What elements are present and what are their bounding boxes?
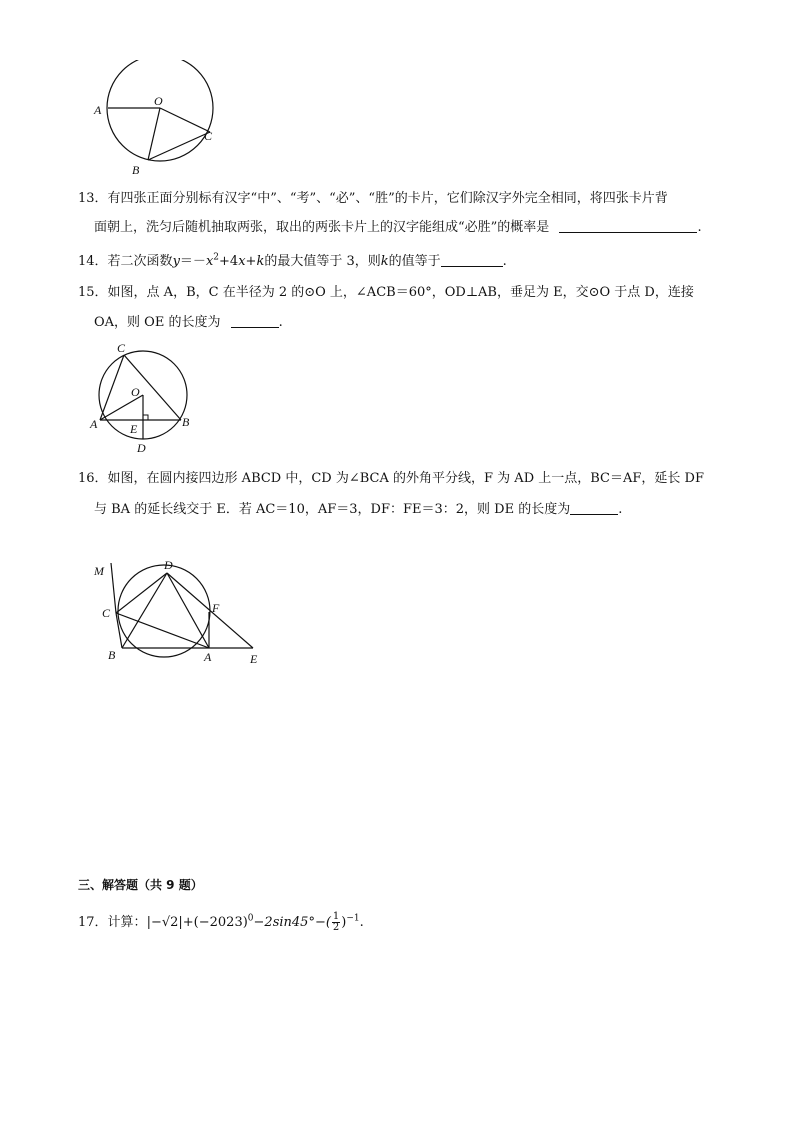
term: +(−2023): [182, 915, 248, 930]
var-x: x: [205, 254, 214, 269]
label-e: E: [250, 652, 258, 666]
label-b: B: [182, 415, 190, 429]
question-text: 的最大值等于 3，则: [264, 254, 381, 269]
figure-q16: [88, 555, 273, 670]
label-a: A: [204, 650, 212, 664]
label-c: C: [117, 341, 126, 355]
abs-term: |−√2|: [146, 915, 183, 930]
segment-da: [167, 573, 209, 648]
question-number: 17．: [78, 915, 108, 930]
exponent: 0: [247, 913, 254, 924]
question-13-line1: [78, 191, 668, 207]
question-number: 13．: [78, 191, 108, 206]
term: +4: [219, 254, 239, 269]
label-a: A: [90, 417, 98, 431]
fraction-numerator: 1: [332, 911, 340, 922]
paren: ): [341, 915, 347, 930]
term: −2sin45°−(: [253, 915, 331, 930]
fraction-denominator: 2: [332, 922, 340, 933]
label-e: E: [130, 422, 138, 436]
question-text: 有四张正面分别标有汉字“中”、“考”、“必”、“胜”的卡片，它们除汉字外完全相同，将四张卡片背: [107, 191, 668, 206]
question-15-line2: [94, 315, 283, 331]
chord-ca: [100, 355, 124, 420]
fraction-one-half: [332, 912, 340, 933]
question-text: 的值等于: [388, 254, 441, 269]
question-13-line2: [94, 220, 702, 236]
segment-bd: [122, 573, 167, 648]
period: .: [502, 254, 507, 269]
label-d: D: [164, 558, 173, 572]
question-number: 14．: [78, 254, 108, 269]
question-text: 若二次函数: [107, 254, 173, 269]
segment-ob: [148, 108, 160, 160]
label-a: A: [94, 103, 102, 117]
segment-bc: [148, 132, 210, 160]
label-b: B: [108, 648, 116, 662]
exponent: 2: [213, 252, 220, 263]
question-15-line1: [78, 285, 694, 301]
label-m: M: [94, 564, 104, 578]
label-o: O: [131, 385, 140, 399]
figure-q13: [90, 60, 230, 180]
question-text: 如图，在圆内接四边形 ABCD 中，CD 为∠BCA 的外角平分线，F 为 AD 上一点，BC＝AF，延长 DF: [107, 471, 704, 486]
var-x: x: [238, 254, 246, 269]
eq-sign: ＝－: [179, 254, 206, 269]
period: .: [278, 315, 283, 330]
question-17: [78, 912, 364, 934]
answer-blank[interactable]: [570, 502, 618, 515]
question-number: 16．: [78, 471, 108, 486]
answer-blank[interactable]: [441, 254, 503, 267]
answer-blank[interactable]: [231, 315, 279, 328]
segment-cd: [116, 573, 167, 613]
answer-blank[interactable]: [559, 220, 697, 233]
question-text: 计算：: [107, 915, 147, 930]
question-text: 面朝上，洗匀后随机抽取两张，取出的两张卡片上的汉字能组成“必胜”的概率是: [94, 220, 550, 235]
figure-q15: [88, 340, 198, 460]
var-k: k: [256, 254, 265, 269]
label-c: C: [204, 129, 213, 143]
label-o: O: [154, 94, 163, 108]
segment-oc: [160, 108, 210, 132]
label-f: F: [212, 601, 220, 615]
question-14: [78, 254, 507, 270]
section-title: 三、解答题（共 9 题）: [78, 878, 203, 892]
period: .: [359, 915, 364, 930]
exponent: −1: [346, 913, 360, 924]
question-16-line1: [78, 471, 704, 487]
label-b: B: [132, 163, 140, 177]
label-d: D: [137, 441, 146, 455]
segment-mc: [111, 563, 116, 613]
var-y: y: [172, 254, 180, 269]
period: .: [697, 220, 702, 235]
question-number: 15．: [78, 285, 108, 300]
label-c: C: [102, 606, 111, 620]
question-text: 与 BA 的延长线交于 E．若 AC＝10，AF＝3，DF：FE＝3：2，则 DE 的长度为: [94, 502, 571, 517]
right-angle-mark: [143, 415, 148, 420]
question-text: 如图，点 A，B，C 在半径为 2 的⊙O 上，∠ACB＝60°，OD⊥AB，垂足为 E，交⊙O 于点 D，连接: [107, 285, 694, 300]
question-text: OA，则 OE 的长度为: [94, 315, 221, 330]
var-k: k: [380, 254, 389, 269]
question-16-line2: [94, 502, 622, 518]
period: .: [618, 502, 623, 517]
plus: +: [245, 254, 257, 269]
